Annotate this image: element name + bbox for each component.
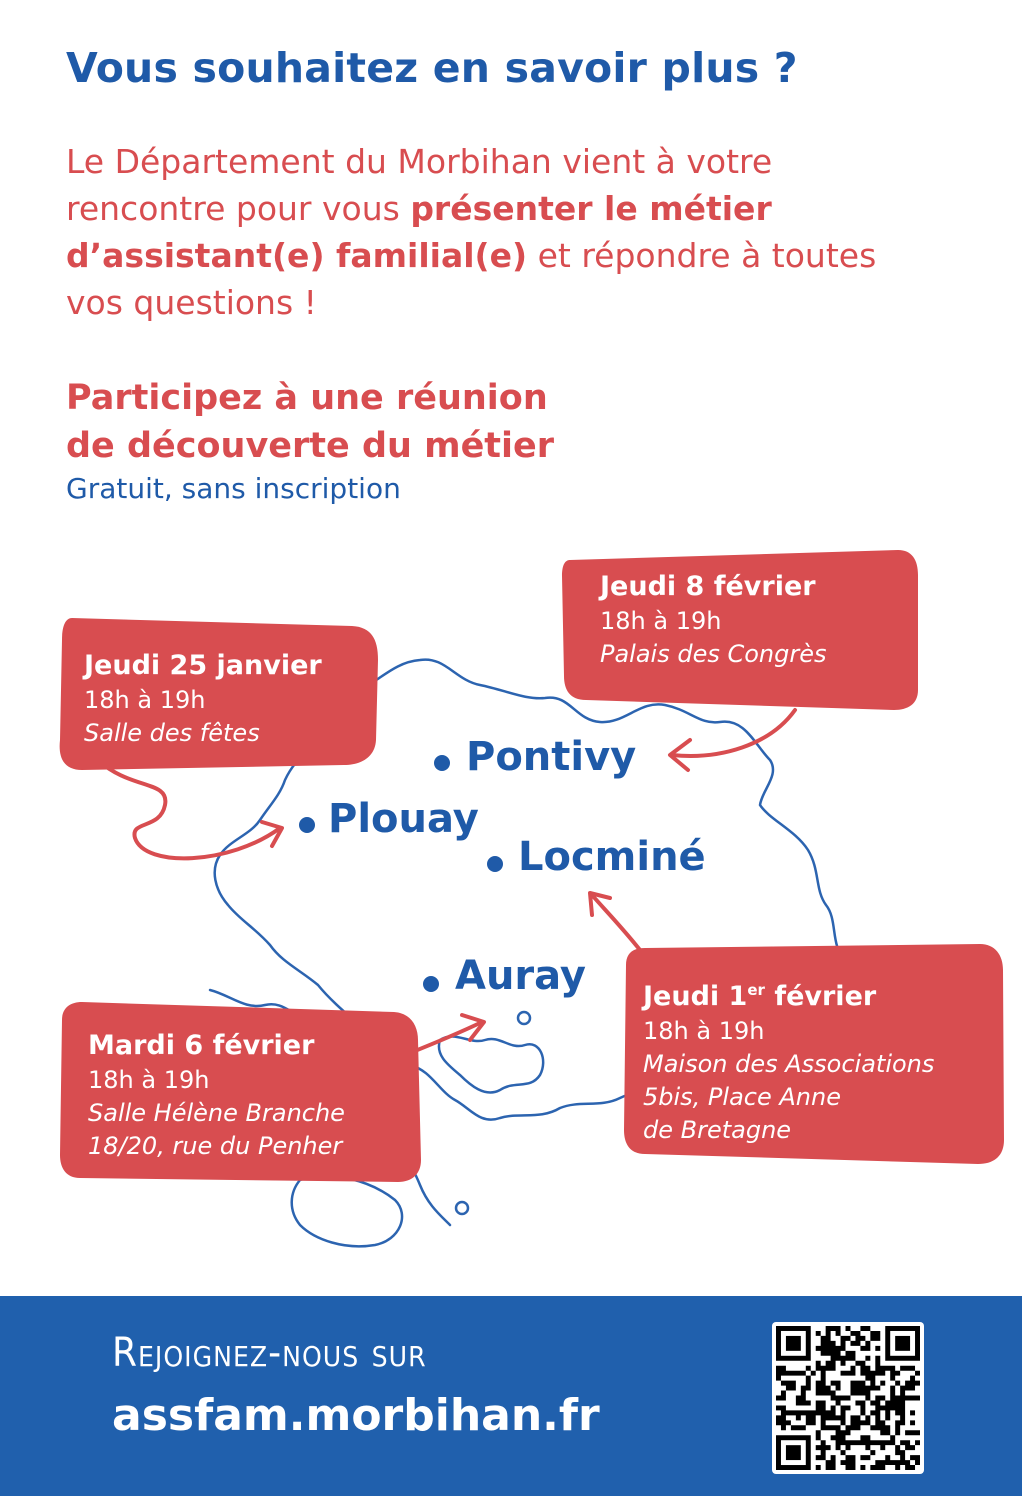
join-label: Rejoignez-nous sur	[112, 1330, 427, 1376]
morbihan-map	[0, 530, 1022, 1290]
town-locmine: Locminé	[518, 834, 706, 880]
meeting-date: Jeudi 8 février	[600, 571, 816, 602]
meeting-date: Mardi 6 février	[88, 1030, 315, 1061]
invite-line1: Participez à une réunion	[66, 378, 548, 418]
meeting-time: 18h à 19h	[643, 1017, 765, 1045]
location-dot-pontivy	[434, 755, 450, 771]
invite-title	[66, 374, 554, 470]
meeting-place: Salle des fêtes	[84, 719, 260, 747]
meeting-address-line1: 5bis, Place Anne	[643, 1083, 841, 1111]
meeting-time: 18h à 19h	[84, 686, 206, 714]
town-pontivy: Pontivy	[466, 734, 637, 780]
intro-text	[66, 138, 926, 326]
meeting-place: Palais des Congrès	[600, 640, 827, 668]
intro-part1: Le Département du Morbihan vient à votre rencontre pour vous	[66, 142, 773, 228]
meeting-time: 18h à 19h	[600, 607, 722, 635]
intro-highlight: présenter le métier d’assistant(e) familial(e)	[66, 189, 772, 275]
invite-line2: de découverte du métier	[66, 426, 555, 466]
meeting-address-line2: de Bretagne	[643, 1116, 792, 1144]
website-link[interactable]: assfam.morbihan.fr	[112, 1390, 600, 1441]
meeting-time: 18h à 19h	[88, 1066, 210, 1094]
meeting-date-sup: er	[747, 981, 765, 999]
gulf-outline	[439, 1036, 543, 1092]
meeting-card-pontivy	[600, 569, 827, 671]
qr-code-icon[interactable]	[772, 1322, 924, 1474]
location-dot-locmine	[487, 856, 503, 872]
meeting-place: Maison des Associations	[643, 1050, 935, 1078]
headline: Vous souhaitez en savoir plus ?	[66, 44, 798, 92]
meeting-card-auray	[88, 1028, 345, 1163]
location-dot-plouay	[299, 817, 315, 833]
belle-ile	[292, 1176, 402, 1246]
island-tiny	[518, 1012, 530, 1024]
arrow-locmine	[592, 895, 640, 950]
meeting-date-month: février	[764, 981, 877, 1012]
arrow-pontivy	[672, 710, 795, 756]
island-small	[456, 1202, 468, 1214]
meeting-place: Salle Hélène Branche	[88, 1099, 345, 1127]
meeting-date	[643, 972, 934, 1015]
invite-subtitle: Gratuit, sans inscription	[66, 472, 401, 505]
qr-finder-1	[895, 1336, 910, 1351]
meeting-date-day: Jeudi 1	[643, 981, 748, 1012]
meeting-date: Jeudi 25 janvier	[84, 650, 322, 681]
location-dot-auray	[423, 976, 439, 992]
qr-finder-0	[786, 1336, 801, 1351]
footer-banner	[0, 1296, 1022, 1496]
meeting-address: 18/20, rue du Penher	[88, 1132, 343, 1160]
qr-code-graphic	[772, 1322, 924, 1474]
arrow-plouay	[98, 760, 280, 858]
qr-finder-2	[786, 1445, 801, 1460]
town-auray: Auray	[455, 953, 586, 999]
town-plouay: Plouay	[328, 796, 479, 842]
intro-part2: et répondre à toutes vos questions !	[66, 236, 877, 322]
meeting-card-plouay	[84, 648, 322, 750]
meeting-card-locmine	[643, 972, 934, 1147]
